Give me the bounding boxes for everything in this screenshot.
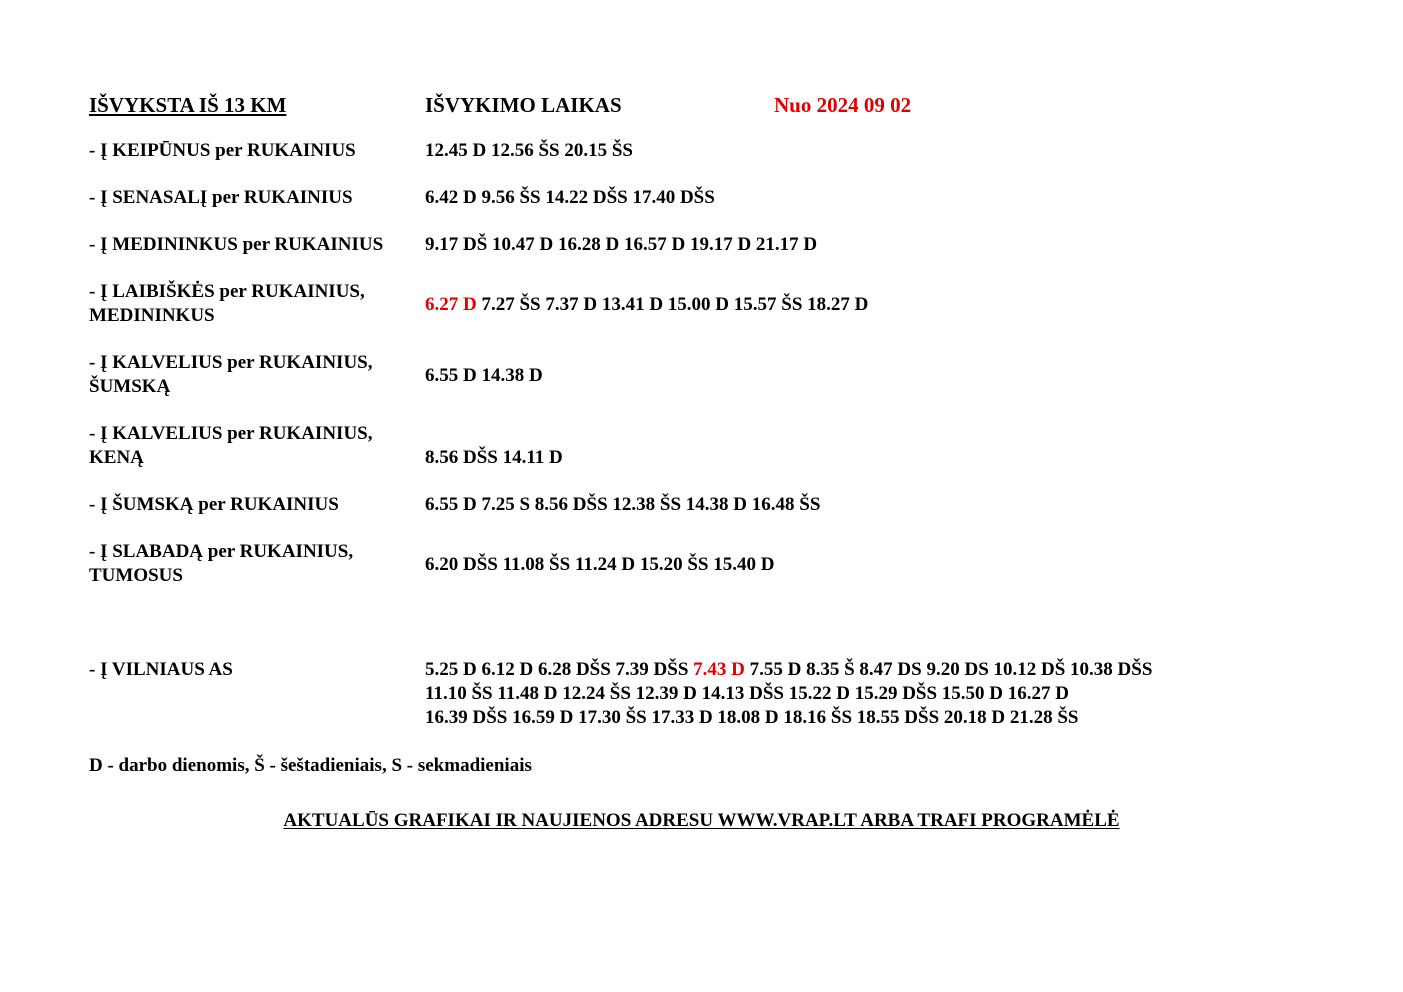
- route-times: [425, 364, 543, 388]
- destination-line: - Į VILNIAUS AS: [89, 659, 233, 680]
- route-destination: [89, 351, 372, 399]
- route-times: [425, 658, 1152, 730]
- destination-line: - Į LAIBIŠKĖS per RUKAINIUS,: [89, 281, 365, 302]
- destination-line: - Į KEIPŪNUS per RUKAINIUS: [89, 140, 356, 161]
- time-segment-highlighted: 7.43 D: [693, 659, 745, 680]
- time-segment: 12.45 D 12.56 ŠS 20.15 ŠS: [425, 140, 633, 161]
- route-destination: [89, 540, 353, 588]
- destination-line: - Į MEDININKUS per RUKAINIUS: [89, 234, 384, 255]
- legend-text: D - darbo dienomis, Š - šeštadieniais, S - sekmadieniais: [89, 755, 532, 776]
- times-line: [425, 233, 817, 257]
- destination-line: - Į ŠUMSKĄ per RUKAINIUS: [89, 494, 339, 515]
- route-destination: [89, 139, 356, 163]
- time-segment: 6.20 DŠS 11.08 ŠS 11.24 D 15.20 ŠS 15.40 D: [425, 554, 775, 575]
- destination-line: KENĄ: [89, 447, 144, 468]
- times-line: [425, 293, 868, 317]
- departs-from-heading: IŠVYKSTA IŠ 13 KM: [89, 93, 287, 117]
- footer-notice: AKTUALŪS GRAFIKAI IR NAUJIENOS ADRESU WWW.VRAP.LT ARBA TRAFI PROGRAMĖLĖ: [283, 810, 1120, 831]
- destination-line: - Į SLABADĄ per RUKAINIUS,: [89, 541, 354, 562]
- valid-from-date: Nuo 2024 09 02: [774, 93, 912, 117]
- times-line: [425, 682, 1152, 706]
- destination-line: TUMOSUS: [89, 565, 183, 586]
- route-times: [425, 493, 820, 517]
- times-line: [425, 658, 1152, 682]
- times-line: [425, 553, 774, 577]
- times-line: [425, 186, 715, 210]
- times-line: [425, 493, 820, 517]
- time-segment: 7.27 ŠS 7.37 D 13.41 D 15.00 D 15.57 ŠS 18.27 D: [476, 294, 869, 315]
- time-segment: 11.10 ŠS 11.48 D 12.24 ŠS 12.39 D 14.13 DŠS 15.22 D 15.29 DŠS 15.50 D 16.27 D: [425, 683, 1069, 704]
- time-segment: 6.55 D 14.38 D: [425, 365, 543, 386]
- departure-time-heading: IŠVYKIMO LAIKAS: [425, 93, 622, 117]
- times-line: [425, 446, 563, 470]
- destination-line: - Į KALVELIUS per RUKAINIUS,: [89, 423, 373, 444]
- destination-line: ŠUMSKĄ: [89, 376, 171, 397]
- times-line: [425, 364, 543, 388]
- times-line: [425, 706, 1152, 730]
- route-times: [425, 446, 563, 470]
- route-destination: [89, 493, 339, 517]
- destination-line: - Į SENASALĮ per RUKAINIUS: [89, 187, 353, 208]
- times-line: [425, 139, 633, 163]
- time-segment: 16.39 DŠS 16.59 D 17.30 ŠS 17.33 D 18.08 D 18.16 ŠS 18.55 DŠS 20.18 D 21.28 ŠS: [425, 707, 1079, 728]
- route-destination: [89, 280, 365, 328]
- time-segment: 6.42 D 9.56 ŠS 14.22 DŠS 17.40 DŠS: [425, 187, 715, 208]
- route-times: [425, 233, 817, 257]
- route-times: [425, 139, 633, 163]
- route-destination: [89, 233, 383, 257]
- route-destination: [89, 658, 233, 682]
- route-times: [425, 553, 774, 577]
- time-segment-highlighted: 6.27 D: [425, 294, 477, 315]
- time-segment: 9.17 DŠ 10.47 D 16.28 D 16.57 D 19.17 D 21.17 D: [425, 234, 818, 255]
- destination-line: MEDININKUS: [89, 305, 215, 326]
- time-segment: 5.25 D 6.12 D 6.28 DŠS 7.39 DŠS: [425, 659, 694, 680]
- time-segment: 6.55 D 7.25 S 8.56 DŠS 12.38 ŠS 14.38 D 16.48 ŠS: [425, 494, 821, 515]
- time-segment: 8.56 DŠS 14.11 D: [425, 447, 563, 468]
- route-times: [425, 186, 715, 210]
- route-destination: [89, 186, 353, 210]
- destination-line: - Į KALVELIUS per RUKAINIUS,: [89, 352, 373, 373]
- route-destination: [89, 422, 372, 470]
- route-times: [425, 293, 868, 317]
- time-segment: 7.55 D 8.35 Š 8.47 DS 9.20 DS 10.12 DŠ 10.38 DŠS: [744, 659, 1153, 680]
